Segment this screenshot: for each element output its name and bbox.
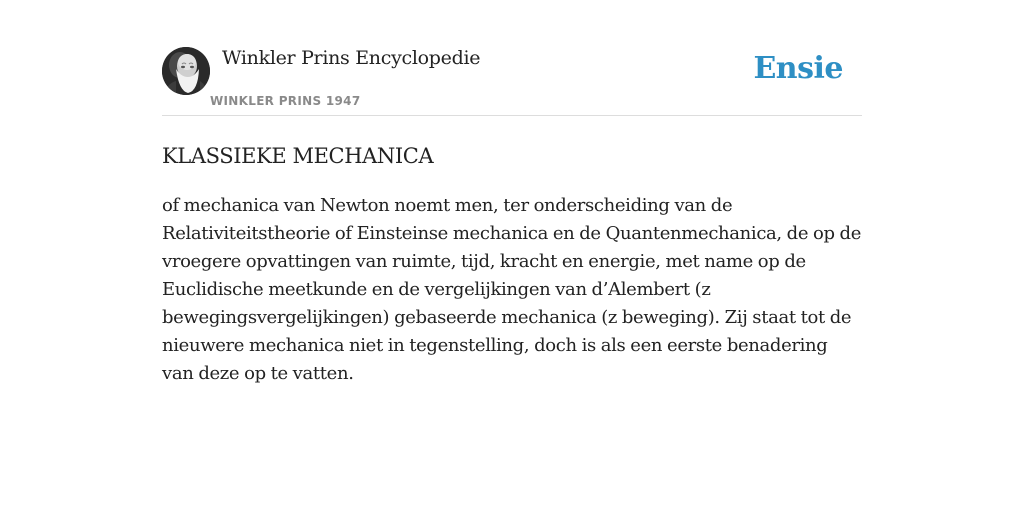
entry-card xyxy=(162,0,862,384)
entry-title: KLASSIEKE MECHANICA xyxy=(162,144,434,168)
entry-body: of mechanica van Newton noemt men, ter onderscheiding van de Relativiteitstheorie of Einsteinse mechanica en de Quantenmechanica, de op de vroegere opvattingen van ruimte, tijd, kracht en energie, met name op de Euclidische meetkunde en de vergelijkingen van d’Alembert (z bewegingsvergelijkingen) gebaseerde mechanica (z beweging). Zij staat tot de nieuwere mechanica niet in tegenstelling, doch is als een eerste benadering van deze op te vatten. xyxy=(162,195,862,384)
entry-header xyxy=(162,0,862,116)
bearded-man-portrait-icon[interactable] xyxy=(162,47,210,95)
source-subtitle[interactable]: WINKLER PRINS 1947 xyxy=(210,94,361,108)
brand-logo-link[interactable]: Ensie xyxy=(753,51,843,86)
source-title[interactable]: Winkler Prins Encyclopedie xyxy=(222,47,481,69)
